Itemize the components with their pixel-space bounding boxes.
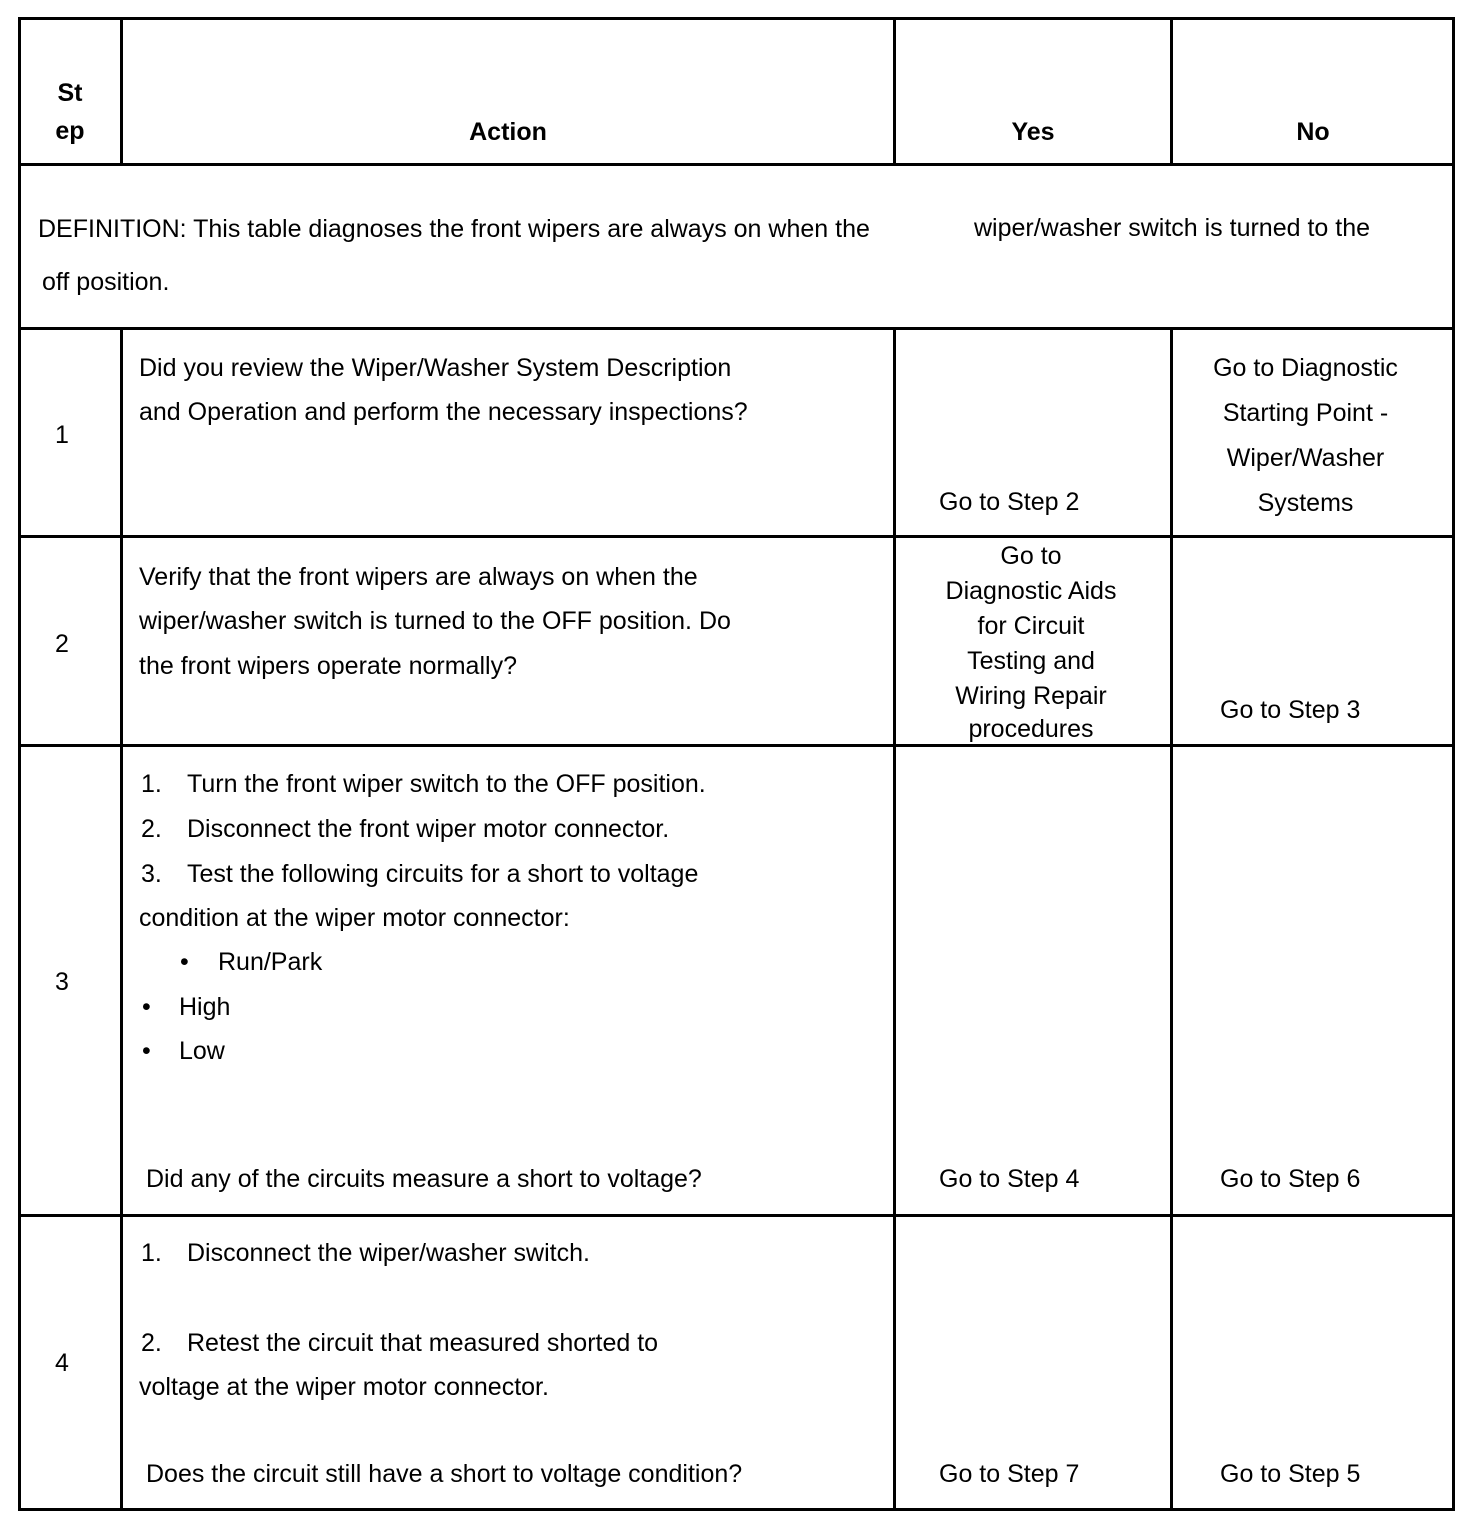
no-result: Go to Step 5	[1220, 1460, 1361, 1488]
bullet-item: Low	[179, 1037, 225, 1065]
list-number: 1.	[141, 1239, 162, 1267]
header-yes: Yes	[1011, 118, 1055, 146]
no-result: Go to Step 6	[1220, 1165, 1361, 1193]
row-3-divider	[18, 1214, 1455, 1217]
list-item: Turn the front wiper switch to the OFF position.	[187, 770, 706, 798]
action-text: Verify that the front wipers are always on when the	[139, 563, 698, 591]
bullet-item: High	[179, 993, 231, 1021]
action-column-divider	[893, 327, 896, 1511]
list-item: Disconnect the front wiper motor connector.	[187, 815, 670, 843]
definition-line-1b: wiper/washer switch is turned to the	[974, 214, 1371, 242]
header-step: St ep	[55, 79, 85, 145]
definition-divider	[18, 327, 1455, 330]
definition-line-1a: DEFINITION: This table diagnoses the front wipers are always on when the	[38, 215, 870, 243]
list-number: 3.	[141, 860, 162, 888]
action-text: wiper/washer switch is turned to the OFF position. Do	[139, 607, 731, 635]
no-result: Go to Diagnostic Starting Point - Wiper/Washer Systems	[1213, 354, 1398, 517]
definition-line-2: off position.	[42, 268, 170, 296]
list-item: Test the following circuits for a short to voltage	[187, 860, 699, 888]
header-no: No	[1296, 118, 1330, 146]
step-number: 2	[55, 630, 69, 658]
yes-result: Go to Diagnostic Aids for Circuit Testing and Wiring Repair procedures	[945, 542, 1117, 743]
yes-result: Go to Step 4	[939, 1165, 1080, 1193]
bullet-glyph: •	[142, 1037, 151, 1065]
step-number: 4	[55, 1349, 69, 1377]
list-item: Disconnect the wiper/washer switch.	[187, 1239, 590, 1267]
no-result: Go to Step 3	[1220, 696, 1361, 724]
row-1-divider	[18, 535, 1455, 538]
header-divider	[18, 163, 1455, 166]
action-text: Did you review the Wiper/Washer System Description	[139, 354, 732, 382]
action-text: the front wipers operate normally?	[139, 652, 517, 680]
bullet-glyph: •	[142, 993, 151, 1021]
list-item: Retest the circuit that measured shorted to	[187, 1329, 659, 1357]
question-text: Did any of the circuits measure a short to voltage?	[146, 1165, 702, 1193]
header-action: Action	[469, 118, 547, 146]
list-number: 1.	[141, 770, 162, 798]
step-number: 1	[55, 421, 69, 449]
list-continuation: voltage at the wiper motor connector.	[139, 1373, 549, 1401]
list-number: 2.	[141, 815, 162, 843]
step-number: 3	[55, 968, 69, 996]
bullet-glyph: •	[180, 948, 189, 976]
yes-result: Go to Step 2	[939, 488, 1080, 516]
list-number: 2.	[141, 1329, 162, 1357]
bullet-item: Run/Park	[218, 948, 323, 976]
question-text: Does the circuit still have a short to voltage condition?	[146, 1460, 743, 1488]
step-column-divider	[120, 327, 123, 1511]
row-2-divider	[18, 744, 1455, 747]
list-continuation: condition at the wiper motor connector:	[139, 904, 570, 932]
yes-result: Go to Step 7	[939, 1460, 1080, 1488]
action-text: and Operation and perform the necessary inspections?	[139, 398, 748, 426]
